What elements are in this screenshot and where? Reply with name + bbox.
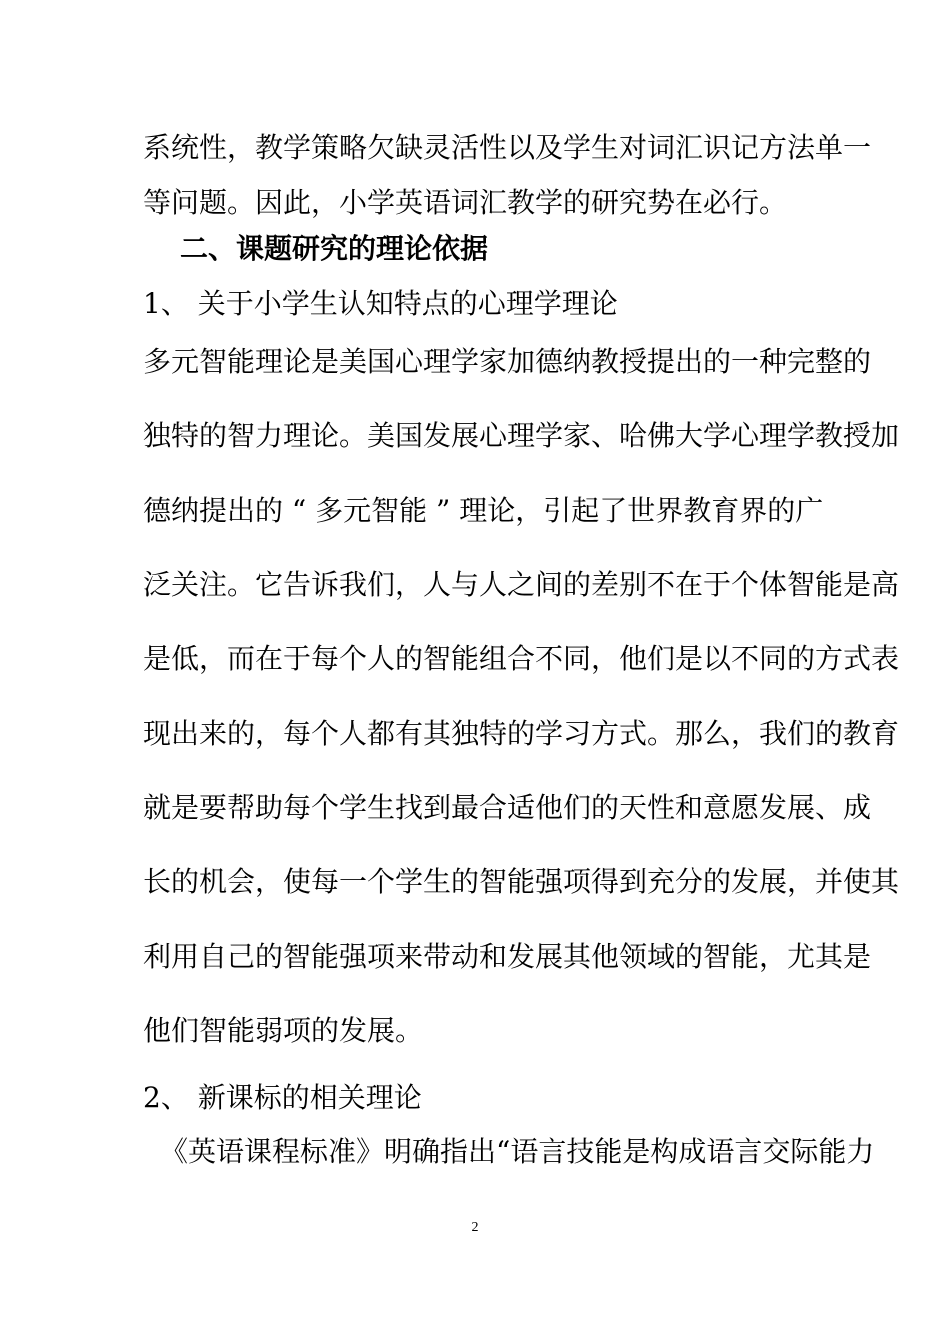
paragraph-line: 独特的智力理论。美国发展心理学家、哈佛大学心理学教授加 (143, 419, 900, 452)
paragraph-line: 系统性，教学策略欠缺灵活性以及学生对词汇识记方法单一 (143, 131, 872, 164)
paragraph-line: 等问题。因此，小学英语词汇教学的研究势在必行。 (143, 186, 788, 219)
paragraph-line: 就是要帮助每个学生找到最合适他们的天性和意愿发展、成 (143, 791, 872, 824)
paragraph-line: 现出来的，每个人都有其独特的学习方式。那么，我们的教育 (143, 717, 900, 750)
paragraph-line: 多元智能理论是美国心理学家加德纳教授提出的一种完整的 (143, 345, 872, 378)
paragraph-line: 是低，而在于每个人的智能组合不同，他们是以不同的方式表 (143, 642, 900, 675)
paragraph-line: 利用自己的智能强项来带动和发展其他领域的智能，尤其是 (143, 940, 872, 973)
paragraph-line: 德纳提出的 “ 多元智能 ” 理论，引起了世界教育界的广 (143, 494, 824, 527)
paragraph-line: 他们智能弱项的发展。 (143, 1014, 424, 1047)
paragraph-line: 泛关注。它告诉我们，人与人之间的差别不在于个体智能是高 (143, 568, 900, 601)
page-number: 2 (471, 1220, 479, 1235)
subsection-heading: 1、 关于小学生认知特点的心理学理论 (143, 287, 618, 320)
paragraph-line: 《英语课程标准》明确指出“语言技能是构成语言交际能力 (160, 1135, 875, 1168)
subsection-heading: 2、 新课标的相关理论 (143, 1081, 422, 1114)
paragraph-line: 长的机会，使每一个学生的智能强项得到充分的发展，并使其 (143, 865, 900, 898)
section-heading: 二、课题研究的理论依据 (180, 232, 489, 265)
